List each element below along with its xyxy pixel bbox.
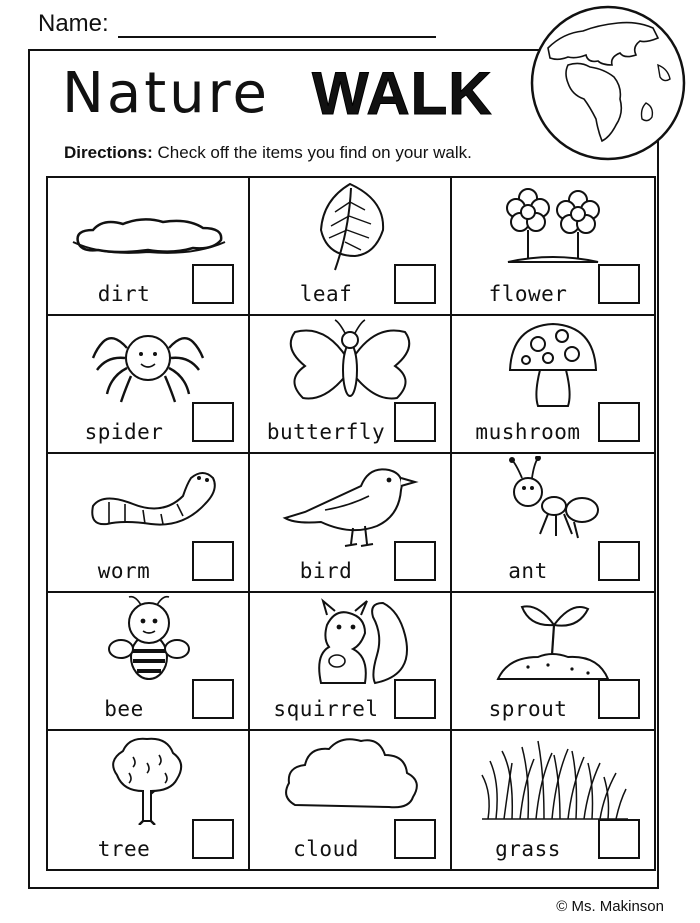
bee-icon	[63, 595, 233, 687]
checkbox-dirt[interactable]	[192, 264, 234, 304]
ant-icon-wrap	[452, 456, 654, 548]
item-label: bird	[299, 558, 353, 583]
item-cell-dirt	[48, 178, 250, 316]
copyright-credit: © Ms. Makinson	[556, 898, 664, 915]
checkbox-flower[interactable]	[598, 264, 640, 304]
item-cell-ant	[452, 454, 654, 592]
checkbox-squirrel[interactable]	[394, 679, 436, 719]
item-label: sprout	[488, 696, 568, 721]
item-cell-butterfly	[250, 316, 452, 454]
item-label: spider	[84, 420, 164, 445]
item-label: butterfly	[266, 420, 386, 445]
directions-label: Directions:	[64, 143, 153, 162]
checkbox-bird[interactable]	[394, 541, 436, 581]
checkbox-ant[interactable]	[598, 541, 640, 581]
item-cell-mushroom	[452, 316, 654, 454]
item-cell-spider	[48, 316, 250, 454]
item-label: bee	[104, 696, 144, 721]
tree-icon-wrap	[48, 733, 248, 825]
item-label: tree	[97, 836, 151, 861]
checkbox-tree[interactable]	[192, 819, 234, 859]
grass-icon	[468, 733, 638, 825]
ant-icon	[468, 456, 638, 548]
butterfly-icon	[265, 318, 435, 410]
item-label: worm	[97, 558, 151, 583]
item-label: ant	[508, 558, 548, 583]
tree-icon	[63, 733, 233, 825]
item-label: grass	[495, 836, 561, 861]
item-label: dirt	[97, 282, 151, 307]
checkbox-butterfly[interactable]	[394, 402, 436, 442]
checkbox-mushroom[interactable]	[598, 402, 640, 442]
mushroom-icon	[468, 318, 638, 410]
sprout-icon-wrap	[452, 595, 654, 687]
bird-icon-wrap	[250, 456, 450, 548]
directions-text: Check off the items you find on your walk.	[152, 143, 472, 162]
checklist-grid	[46, 176, 656, 871]
item-cell-sprout	[452, 593, 654, 731]
name-label: Name:	[38, 10, 109, 37]
item-cell-bird	[250, 454, 452, 592]
leaf-icon	[265, 180, 435, 272]
cloud-icon	[265, 733, 435, 825]
item-label: leaf	[299, 282, 353, 307]
globe-icon	[528, 3, 688, 163]
spider-icon-wrap	[48, 318, 248, 410]
worm-icon-wrap	[48, 456, 248, 548]
cloud-icon-wrap	[250, 733, 450, 825]
bird-icon	[265, 456, 435, 548]
item-label: mushroom	[475, 420, 581, 445]
checkbox-leaf[interactable]	[394, 264, 436, 304]
bee-icon-wrap	[48, 595, 248, 687]
item-label: flower	[488, 282, 568, 307]
checkbox-worm[interactable]	[192, 541, 234, 581]
item-label: squirrel	[273, 696, 379, 721]
title-walk: WALK	[312, 60, 493, 127]
butterfly-icon-wrap	[250, 318, 450, 410]
dirt-icon	[63, 180, 233, 272]
mushroom-icon-wrap	[452, 318, 654, 410]
spider-icon	[63, 318, 233, 410]
worm-icon	[63, 456, 233, 548]
item-label: cloud	[293, 836, 359, 861]
item-cell-leaf	[250, 178, 452, 316]
flower-icon	[468, 180, 638, 272]
checkbox-spider[interactable]	[192, 402, 234, 442]
checkbox-sprout[interactable]	[598, 679, 640, 719]
dirt-icon-wrap	[48, 180, 248, 272]
checkbox-bee[interactable]	[192, 679, 234, 719]
item-cell-bee	[48, 593, 250, 731]
item-cell-flower	[452, 178, 654, 316]
item-cell-tree	[48, 731, 250, 869]
name-line[interactable]	[118, 36, 436, 38]
checkbox-grass[interactable]	[598, 819, 640, 859]
directions	[64, 143, 472, 163]
item-cell-squirrel	[250, 593, 452, 731]
item-cell-grass	[452, 731, 654, 869]
title-nature: Nature	[62, 61, 270, 126]
sprout-icon	[468, 595, 638, 687]
grass-icon-wrap	[452, 733, 654, 825]
squirrel-icon-wrap	[250, 595, 450, 687]
item-cell-worm	[48, 454, 250, 592]
checkbox-cloud[interactable]	[394, 819, 436, 859]
squirrel-icon	[265, 595, 435, 687]
item-cell-cloud	[250, 731, 452, 869]
flower-icon-wrap	[452, 180, 654, 272]
leaf-icon-wrap	[250, 180, 450, 272]
